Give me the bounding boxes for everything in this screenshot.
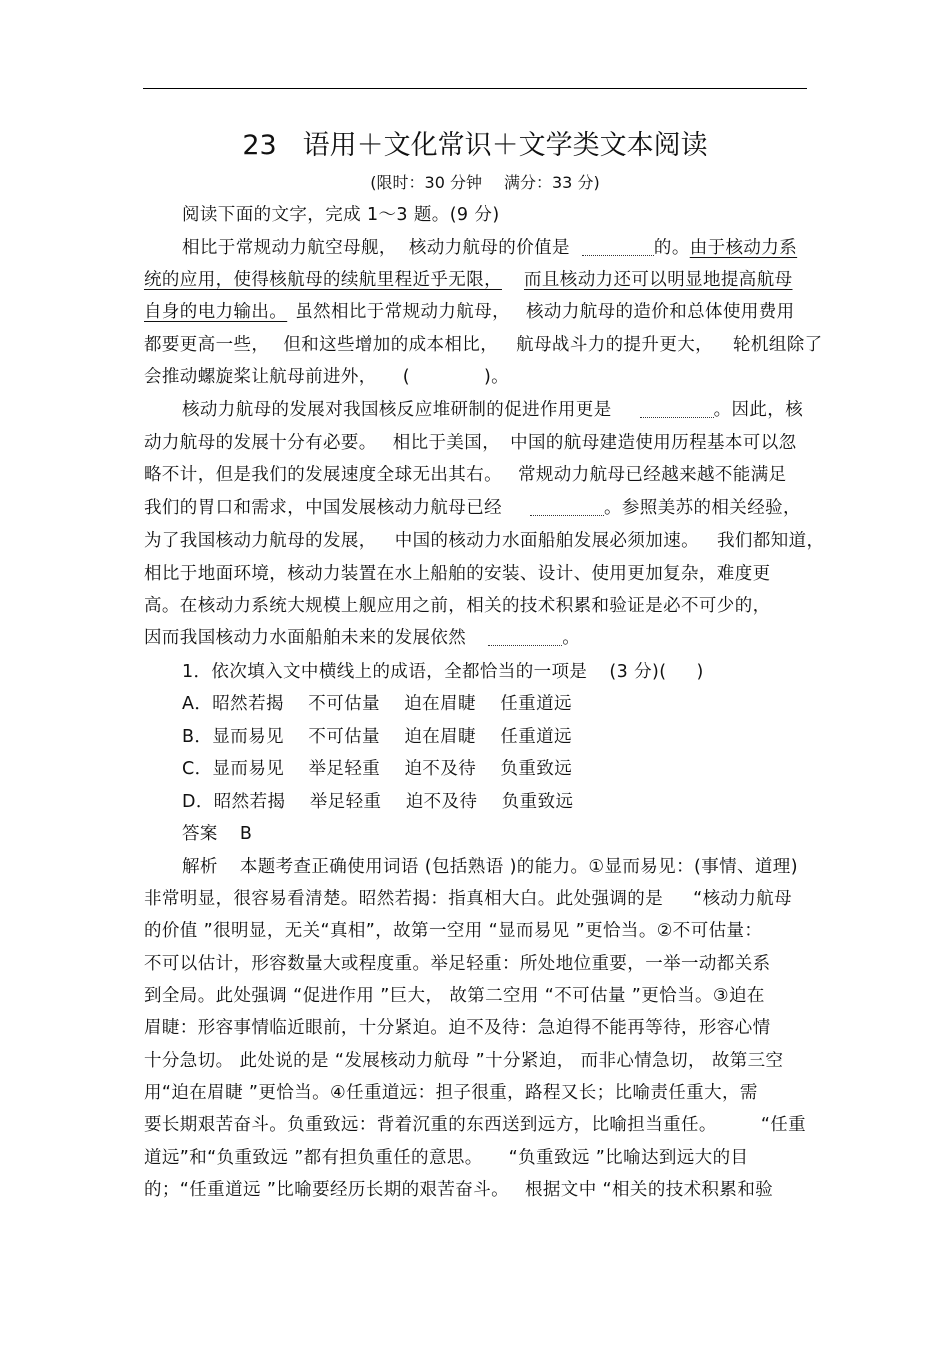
analysis-line: [144, 886, 792, 912]
text-segment: 为了我国核动力航母的发展，: [144, 531, 377, 551]
text-segment: 略不计，但是我们的发展速度全球无出其右。: [144, 465, 502, 485]
option-b: [182, 724, 572, 750]
text-segment: “核动力航母: [693, 889, 793, 909]
answer-line: [182, 821, 252, 847]
text-segment: 统的应用，使得核航母的续航里程近乎无限，: [144, 270, 502, 290]
text-segment: 中国的核动力水面船舶发展必须加速。: [394, 531, 700, 551]
text-segment: 因而我国核动力水面船舶未来的发展依然: [144, 628, 467, 648]
text-segment: 的；“任重道远 ”比喻要经历长期的艰苦奋斗。: [144, 1180, 509, 1200]
text-segment: “负重致远 ”比喻达到远大的目: [508, 1148, 749, 1168]
option-word: 显而易见: [212, 727, 284, 747]
top-rule: [143, 88, 807, 89]
question-score: (3 分)(: [609, 662, 667, 682]
text-segment: 虽然相比于常规动力航母，: [295, 302, 511, 322]
time-limit: (限时：30 分钟: [370, 173, 482, 192]
text-segment: 我们的胃口和需求，中国发展核动力航母已经: [144, 498, 502, 518]
passage-line: 相比于地面环境，核动力装置在水上船舶的安装、设计、使用更加复杂，难度更: [144, 564, 771, 584]
question-text: 1．依次填入文中横线上的成语，全都恰当的一项是: [182, 662, 588, 682]
passage-line: [144, 625, 580, 651]
option-letter: C．: [182, 759, 213, 779]
passage-line: [182, 235, 797, 261]
option-word: 负重致远: [500, 759, 573, 779]
passage-line: [144, 430, 797, 456]
passage-line: [144, 495, 801, 521]
fill-blank-1: [582, 237, 654, 256]
analysis-line: 眉睫：形容事情临近眼前，十分紧迫。迫不及待：急迫得不能再等待，形容心情: [144, 1018, 771, 1038]
underlined-sentence: 由于核动力系: [689, 238, 798, 258]
analysis-line: 不可以估计，形容数量大或程度重。举足轻重：所处地位重要，一举一动都关系: [144, 954, 771, 974]
analysis-line: 十分急切。 此处说的是 “发展核动力航母 ”十分紧迫， 而非心情急切， 故第三空: [144, 1051, 784, 1071]
option-word: 迫不及待: [404, 759, 477, 779]
text-segment: 核动力航母的造价和总体使用费用: [526, 302, 795, 322]
option-word: 昭然若揭: [212, 694, 284, 714]
text-segment: 要长期艰苦奋斗。负重致远：背着沉重的东西送到远方，比喻担当重任。: [144, 1115, 717, 1135]
answer-paren-close: ): [696, 662, 704, 682]
passage-line: 高。在核动力系统大规模上舰应用之前，相关的技术积累和验证是必不可少的，: [144, 596, 771, 616]
answer-paren-open: (: [402, 367, 410, 387]
option-d: [182, 789, 573, 815]
text-segment: 我们都知道，: [717, 531, 825, 551]
time-score-note: [0, 171, 950, 195]
option-letter: B．: [182, 727, 213, 747]
option-letter: A．: [182, 694, 213, 714]
analysis-line: [144, 1145, 748, 1171]
option-word: 任重道远: [500, 694, 572, 714]
option-word: 迫在眉睫: [404, 694, 476, 714]
analysis-label: 解析: [182, 857, 218, 877]
exercise-title: 语用＋文化常识＋文学类文本阅读: [302, 130, 708, 161]
text-segment: 航母战斗力的提升更大，: [516, 335, 714, 355]
option-word: 任重道远: [500, 727, 572, 747]
answer-label: 答案: [182, 824, 218, 844]
passage-line: [144, 267, 807, 293]
passage-line: [144, 364, 509, 390]
analysis-line: 用“迫在眉睫 ”更恰当。④任重道远：担子很重，路程又长；比喻责任重大，需: [144, 1083, 758, 1103]
option-word: 不可估量: [308, 694, 380, 714]
answer-value: B: [239, 824, 253, 844]
fill-blank-4: [488, 627, 562, 646]
fill-blank-2: [640, 399, 714, 418]
text-segment: 核动力航母的发展对我国核反应堆研制的促进作用更是: [182, 400, 612, 420]
text-segment: “任重: [760, 1115, 807, 1135]
analysis-line: [144, 1112, 806, 1138]
text-segment: 轮机组除了: [733, 335, 823, 355]
text-segment: 根据文中 “相关的技术积累和验: [525, 1180, 774, 1200]
option-word: 迫不及待: [405, 792, 478, 812]
page-title: [0, 128, 950, 164]
text-segment: 的。: [653, 238, 690, 258]
question-stem: [182, 659, 704, 685]
analysis-line: 的价值 ”很明显，无关“真相”，故第一空用 “显而易见 ”更恰当。②不可估量：: [144, 921, 763, 941]
text-segment: 。: [562, 628, 581, 648]
passage-line: [144, 332, 823, 358]
text-segment: 道远”和“负重致远 ”都有担负重任的意思。: [144, 1148, 483, 1168]
analysis-line: [182, 854, 798, 880]
analysis-line: 到全局。此处强调 “促进作用 ”巨大， 故第二空用 “不可估量 ”更恰当。③迫在: [144, 986, 765, 1006]
option-word: 举足轻重: [308, 759, 381, 779]
option-word: 负重致远: [501, 792, 574, 812]
option-a: [182, 691, 572, 717]
exercise-number: 23: [242, 130, 277, 161]
passage-line: [144, 299, 795, 325]
analysis-line: [144, 1177, 773, 1203]
text-segment: 常规动力航母已经越来越不能满足: [518, 465, 787, 485]
text-segment: 动力航母的发展十分有必要。: [144, 433, 377, 453]
underlined-sentence: 自身的电力输出。: [144, 302, 288, 322]
text-segment: 会推动螺旋桨让航母前进外，: [144, 367, 377, 387]
passage-line: [144, 528, 824, 554]
option-word: 不可估量: [308, 727, 380, 747]
text-segment: 相比于常规动力航空母舰，: [182, 238, 397, 258]
text-segment: 。参照美苏的相关经验，: [604, 498, 801, 518]
option-c: [182, 756, 572, 782]
text-segment: 而且核动力还可以明显地提高航母: [524, 270, 793, 290]
text-segment: 都要更高一些，: [144, 335, 270, 355]
answer-paren-close: )。: [483, 367, 510, 387]
option-word: 昭然若揭: [213, 792, 286, 812]
passage-intro: 阅读下面的文字，完成 1～3 题。(9 分): [182, 205, 500, 225]
text-segment: 。因此，核: [713, 400, 804, 420]
passage-line: [182, 397, 803, 423]
text-segment: 但和这些增加的成本相比，: [283, 335, 499, 355]
full-score: 满分：33 分): [504, 173, 600, 192]
option-letter: D．: [182, 792, 214, 812]
option-word: 迫在眉睫: [404, 727, 476, 747]
option-word: 举足轻重: [309, 792, 382, 812]
text-segment: 非常明显，很容易看清楚。昭然若揭：指真相大白。此处强调的是: [144, 889, 664, 909]
text-segment: 核动力航母的价值是: [408, 238, 570, 258]
text-segment: 中国的航母建造使用历程基本可以忽: [510, 433, 797, 453]
text-segment: 本题考查正确使用词语 (包括熟语 )的能力。①显而易见：(事情、道理): [239, 857, 798, 877]
fill-blank-3: [530, 497, 604, 516]
text-segment: 相比于美国，: [392, 433, 501, 453]
passage-line: [144, 462, 787, 488]
underlined-sentence: [144, 270, 807, 290]
option-word: 显而易见: [212, 759, 285, 779]
